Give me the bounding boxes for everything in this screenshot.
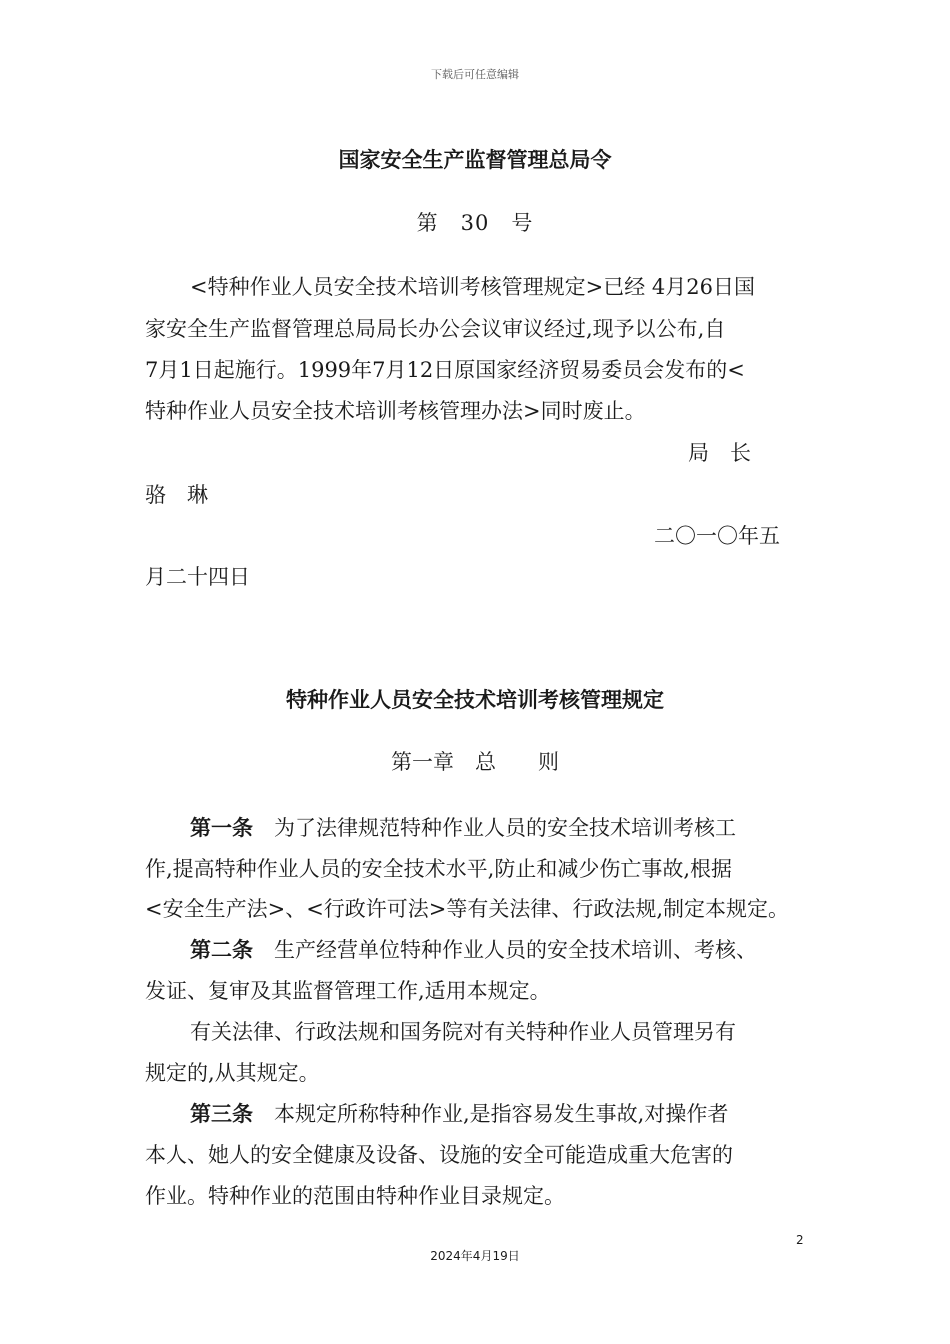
decree-body-line: 特种作业人员安全技术培训考核管理办法>同时废止。: [145, 399, 646, 423]
decree-date-part1: 二〇一〇年五: [654, 524, 780, 548]
article-label: 第三条: [190, 1102, 253, 1126]
article-text: 生产经营单位特种作业人员的安全技术培训、考核、: [274, 938, 757, 962]
decree-title: 国家安全生产监督管理总局令: [338, 148, 612, 172]
article-2-line: [190, 934, 757, 964]
footer-date: 2024年4月19日: [430, 1249, 520, 1263]
signer-title: 局 长: [688, 441, 751, 465]
article-text: 本规定所称特种作业,是指容易发生事故,对操作者: [274, 1102, 729, 1126]
decree-number-suffix: 号: [511, 211, 534, 235]
header-note: 下载后可任意编辑: [431, 68, 519, 81]
signer-name: 骆 琳: [145, 483, 208, 507]
page-number: 2: [796, 1233, 804, 1247]
article-text: 为了法律规范特种作业人员的安全技术培训考核工: [274, 816, 736, 840]
decree-number-value: 30: [460, 211, 490, 235]
article-3-line: [190, 1098, 728, 1128]
article-text: 作业。特种作业的范围由特种作业目录规定。: [145, 1184, 565, 1208]
chapter-heading: 第一章 总 则: [391, 750, 559, 774]
decree-number-prefix: 第: [416, 211, 439, 235]
article-text: <安全生产法>、<行政许可法>等有关法律、行政法规,制定本规定。: [145, 897, 790, 921]
decree-date-part2: 月二十四日: [145, 565, 250, 589]
article-text: 发证、复审及其监督管理工作,适用本规定。: [145, 979, 551, 1003]
regulation-title: 特种作业人员安全技术培训考核管理规定: [286, 688, 664, 712]
article-text: 本人、她人的安全健康及设备、设施的安全可能造成重大危害的: [145, 1143, 733, 1167]
decree-body-line: 7月1日起施行。1999年7月12日原国家经济贸易委员会发布的<: [145, 358, 745, 382]
article-label: 第一条: [190, 816, 253, 840]
article-text: 作,提高特种作业人员的安全技术水平,防止和减少伤亡事故,根据: [145, 857, 733, 881]
decree-body-line: <特种作业人员安全技术培训考核管理规定>已经 4月26日国: [190, 275, 755, 299]
article-1-line: [190, 812, 736, 842]
decree-number: [0, 207, 950, 237]
decree-body-line: 家安全生产监督管理总局局长办公会议审议经过,现予以公布,自: [145, 317, 726, 341]
article-label: 第二条: [190, 938, 253, 962]
article-text: 规定的,从其规定。: [145, 1061, 320, 1085]
article-text: 有关法律、行政法规和国务院对有关特种作业人员管理另有: [190, 1020, 736, 1044]
